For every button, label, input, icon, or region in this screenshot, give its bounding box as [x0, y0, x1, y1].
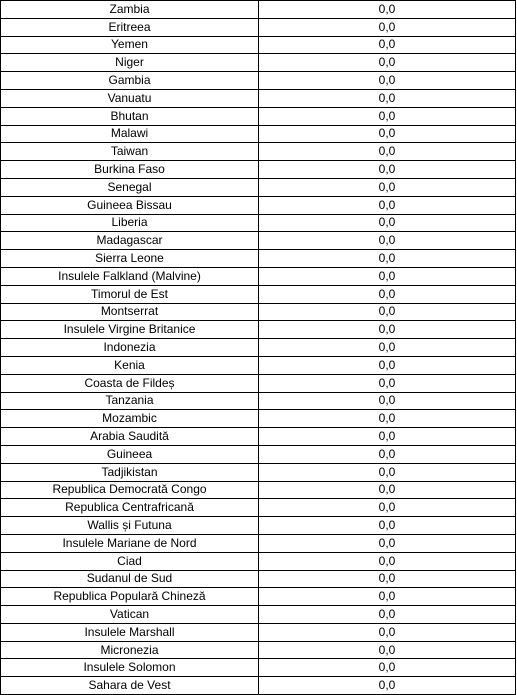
country-name-cell: Gambia	[1, 72, 259, 90]
country-name-cell: Mozambic	[1, 410, 259, 428]
value-cell: 0,0	[259, 463, 516, 481]
value-cell: 0,0	[259, 285, 516, 303]
table-row	[1, 36, 516, 54]
value-cell: 0,0	[259, 641, 516, 659]
value-cell: 0,0	[259, 89, 516, 107]
country-name-cell: Malawi	[1, 125, 259, 143]
table-row	[1, 196, 516, 214]
value-cell: 0,0	[259, 72, 516, 90]
value-cell: 0,0	[259, 552, 516, 570]
value-cell: 0,0	[259, 161, 516, 179]
table-row	[1, 570, 516, 588]
table-row	[1, 659, 516, 677]
value-cell: 0,0	[259, 1, 516, 19]
country-name-cell: Insulele Falkland (Malvine)	[1, 267, 259, 285]
value-cell: 0,0	[259, 428, 516, 446]
table-row	[1, 161, 516, 179]
country-name-cell: Eritreea	[1, 18, 259, 36]
country-name-cell: Kenia	[1, 356, 259, 374]
country-name-cell: Micronezia	[1, 641, 259, 659]
table-row	[1, 72, 516, 90]
table-row	[1, 428, 516, 446]
table-row	[1, 445, 516, 463]
table-row	[1, 677, 516, 695]
table-row	[1, 588, 516, 606]
table-row	[1, 356, 516, 374]
table-row	[1, 54, 516, 72]
value-cell: 0,0	[259, 250, 516, 268]
table-row	[1, 214, 516, 232]
value-cell: 0,0	[259, 125, 516, 143]
table-body	[1, 1, 516, 695]
table-row	[1, 623, 516, 641]
table-row	[1, 285, 516, 303]
table-row	[1, 321, 516, 339]
table-row	[1, 18, 516, 36]
value-cell: 0,0	[259, 410, 516, 428]
value-cell: 0,0	[259, 232, 516, 250]
table-row	[1, 534, 516, 552]
country-name-cell: Timorul de Est	[1, 285, 259, 303]
value-cell: 0,0	[259, 534, 516, 552]
table-row	[1, 641, 516, 659]
country-name-cell: Indonezia	[1, 339, 259, 357]
table-row	[1, 517, 516, 535]
country-name-cell: Guineea	[1, 445, 259, 463]
value-cell: 0,0	[259, 356, 516, 374]
country-name-cell: Republica Centrafricană	[1, 499, 259, 517]
value-cell: 0,0	[259, 570, 516, 588]
table-row	[1, 303, 516, 321]
country-name-cell: Insulele Mariane de Nord	[1, 534, 259, 552]
value-cell: 0,0	[259, 196, 516, 214]
country-name-cell: Sierra Leone	[1, 250, 259, 268]
table-row	[1, 143, 516, 161]
country-name-cell: Madagascar	[1, 232, 259, 250]
country-name-cell: Liberia	[1, 214, 259, 232]
table-row	[1, 463, 516, 481]
value-cell: 0,0	[259, 659, 516, 677]
country-name-cell: Bhutan	[1, 107, 259, 125]
table-row	[1, 606, 516, 624]
table-row	[1, 339, 516, 357]
value-cell: 0,0	[259, 481, 516, 499]
country-name-cell: Tadjikistan	[1, 463, 259, 481]
value-cell: 0,0	[259, 54, 516, 72]
value-cell: 0,0	[259, 178, 516, 196]
value-cell: 0,0	[259, 303, 516, 321]
table-row	[1, 392, 516, 410]
value-cell: 0,0	[259, 499, 516, 517]
table-row	[1, 125, 516, 143]
value-cell: 0,0	[259, 606, 516, 624]
table-row	[1, 481, 516, 499]
country-name-cell: Insulele Solomon	[1, 659, 259, 677]
table-row	[1, 178, 516, 196]
country-name-cell: Coasta de Fildeș	[1, 374, 259, 392]
country-name-cell: Senegal	[1, 178, 259, 196]
table-row	[1, 552, 516, 570]
country-name-cell: Ciad	[1, 552, 259, 570]
country-name-cell: Sahara de Vest	[1, 677, 259, 695]
country-name-cell: Yemen	[1, 36, 259, 54]
country-name-cell: Republica Populară Chineză	[1, 588, 259, 606]
country-name-cell: Zambia	[1, 1, 259, 19]
value-cell: 0,0	[259, 214, 516, 232]
country-name-cell: Republica Democrată Congo	[1, 481, 259, 499]
value-cell: 0,0	[259, 588, 516, 606]
value-cell: 0,0	[259, 517, 516, 535]
country-name-cell: Wallis și Futuna	[1, 517, 259, 535]
table-row	[1, 1, 516, 19]
country-name-cell: Niger	[1, 54, 259, 72]
table-row	[1, 410, 516, 428]
value-cell: 0,0	[259, 18, 516, 36]
table-row	[1, 250, 516, 268]
value-cell: 0,0	[259, 374, 516, 392]
country-name-cell: Burkina Faso	[1, 161, 259, 179]
table-row	[1, 107, 516, 125]
country-name-cell: Tanzania	[1, 392, 259, 410]
value-cell: 0,0	[259, 143, 516, 161]
country-name-cell: Taiwan	[1, 143, 259, 161]
value-cell: 0,0	[259, 339, 516, 357]
table-row	[1, 232, 516, 250]
table-row	[1, 499, 516, 517]
country-name-cell: Vanuatu	[1, 89, 259, 107]
table-row	[1, 267, 516, 285]
country-name-cell: Vatican	[1, 606, 259, 624]
value-cell: 0,0	[259, 445, 516, 463]
country-name-cell: Montserrat	[1, 303, 259, 321]
country-name-cell: Guineea Bissau	[1, 196, 259, 214]
value-cell: 0,0	[259, 392, 516, 410]
value-cell: 0,0	[259, 677, 516, 695]
value-cell: 0,0	[259, 623, 516, 641]
country-name-cell: Arabia Saudită	[1, 428, 259, 446]
value-cell: 0,0	[259, 107, 516, 125]
country-name-cell: Insulele Virgine Britanice	[1, 321, 259, 339]
country-name-cell: Insulele Marshall	[1, 623, 259, 641]
value-cell: 0,0	[259, 267, 516, 285]
table-row	[1, 89, 516, 107]
value-cell: 0,0	[259, 36, 516, 54]
country-name-cell: Sudanul de Sud	[1, 570, 259, 588]
table-row	[1, 374, 516, 392]
value-cell: 0,0	[259, 321, 516, 339]
